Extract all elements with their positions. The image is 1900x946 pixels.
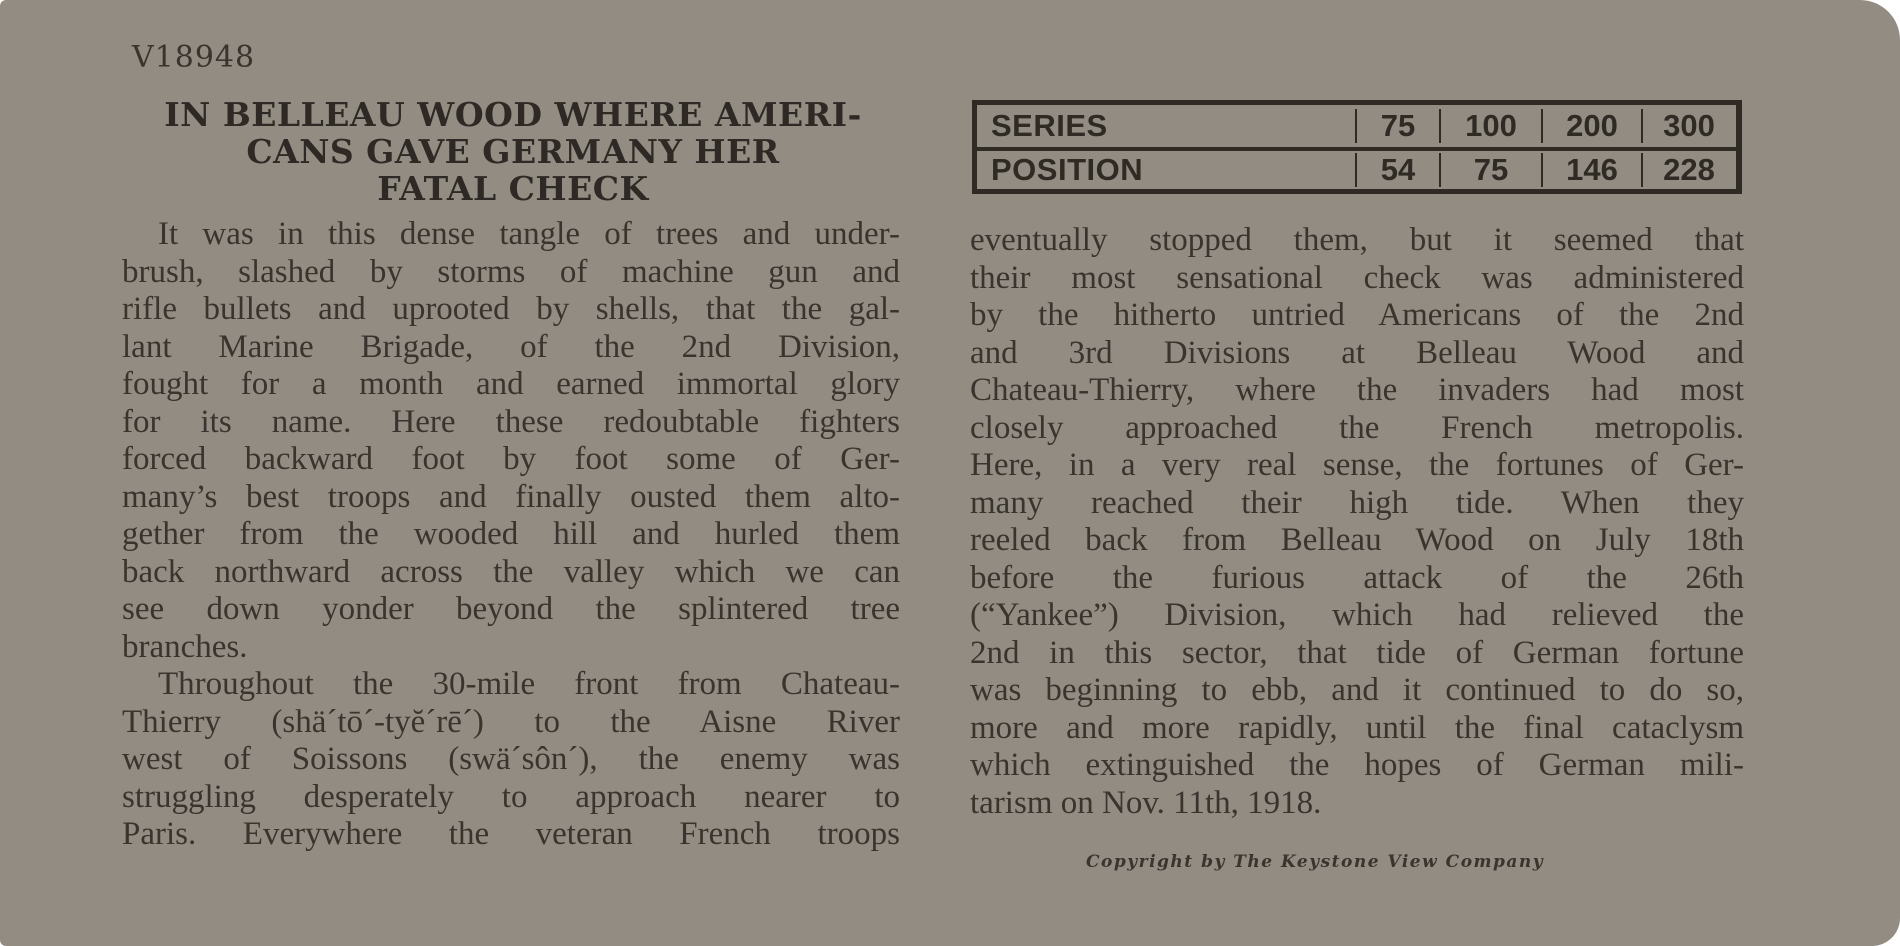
text-line: rifle bullets and uprooted by shells, that the gal- xyxy=(122,291,900,327)
text-line: tarism on Nov. 11th, 1918. xyxy=(970,784,1322,821)
text-line: 2nd in this sector, that tide of German fortune xyxy=(970,634,1744,671)
text-line: Throughout the 30-mile front from Chateau- xyxy=(158,666,900,702)
text-line: for its name. Here these redoubtable fighters xyxy=(122,403,900,440)
text-line: closely approached the French metropolis. xyxy=(970,409,1744,446)
position-value: 228 xyxy=(1641,153,1735,187)
text-line: branches. xyxy=(122,628,248,665)
text-line: which extinguished the hopes of German mili- xyxy=(970,747,1744,783)
card-title xyxy=(118,96,908,207)
position-value: 54 xyxy=(1355,153,1439,187)
text-line: more and more rapidly, until the final cataclysm xyxy=(970,709,1744,746)
title-line: IN BELLEAU WOOD WHERE AMERI- xyxy=(164,95,862,134)
text-line: before the furious attack of the 26th xyxy=(970,559,1744,596)
text-line: (“Yankee”) Division, which had relieved the xyxy=(970,597,1744,633)
series-value: 300 xyxy=(1641,109,1735,143)
title-line: FATAL CHECK xyxy=(377,169,649,208)
position-value: 75 xyxy=(1439,153,1541,187)
text-line: see down yonder beyond the splintered tree xyxy=(122,591,900,627)
series-value: 75 xyxy=(1355,109,1439,143)
copyright-notice: Copyright by The Keystone View Company xyxy=(1086,852,1545,872)
position-value: 146 xyxy=(1541,153,1641,187)
text-line: their most sensational check was administered xyxy=(970,259,1744,296)
text-line: eventually stopped them, but it seemed that xyxy=(970,222,1744,258)
text-line: struggling desperately to approach nearer to xyxy=(122,778,900,815)
text-line: fought for a month and earned immortal glory xyxy=(122,366,900,402)
text-line: reeled back from Belleau Wood on July 18th xyxy=(970,522,1744,558)
card-number: V18948 xyxy=(132,40,256,75)
text-line: many reached their high tide. When they xyxy=(970,484,1744,521)
text-line: gether from the wooded hill and hurled them xyxy=(122,516,900,552)
series-position-table xyxy=(972,100,1742,194)
text-line: by the hitherto untried Americans of the 2nd xyxy=(970,297,1744,333)
text-line: west of Soissons (swä´sôn´), the enemy was xyxy=(122,741,900,777)
series-value: 200 xyxy=(1541,109,1641,143)
series-row xyxy=(977,105,1736,151)
text-line: Paris. Everywhere the veteran French troops xyxy=(122,816,900,852)
title-line: CANS GAVE GERMANY HER xyxy=(246,132,780,171)
series-value: 100 xyxy=(1439,109,1541,143)
text-line: brush, slashed by storms of machine gun and xyxy=(122,253,900,290)
text-line: forced backward foot by foot some of Ger- xyxy=(122,441,900,477)
text-line: and 3rd Divisions at Belleau Wood and xyxy=(970,334,1744,371)
text-line: many’s best troops and finally ousted them alto- xyxy=(122,478,900,515)
left-text-column xyxy=(122,216,900,854)
text-line: It was in this dense tangle of trees and under- xyxy=(158,216,900,252)
series-label: SERIES xyxy=(991,108,1108,143)
position-label: POSITION xyxy=(991,152,1144,187)
text-line: was beginning to ebb, and it continued to do so, xyxy=(970,672,1744,708)
position-row xyxy=(977,149,1736,191)
text-line: Chateau-Thierry, where the invaders had most xyxy=(970,372,1744,408)
text-line: Here, in a very real sense, the fortunes of Ger- xyxy=(970,447,1744,483)
text-line: lant Marine Brigade, of the 2nd Division, xyxy=(122,328,900,365)
right-text-column xyxy=(970,222,1744,822)
text-line: Thierry (shä´tō´-tyĕ´rē´) to the Aisne River xyxy=(122,703,900,740)
text-line: back northward across the valley which we can xyxy=(122,553,900,590)
